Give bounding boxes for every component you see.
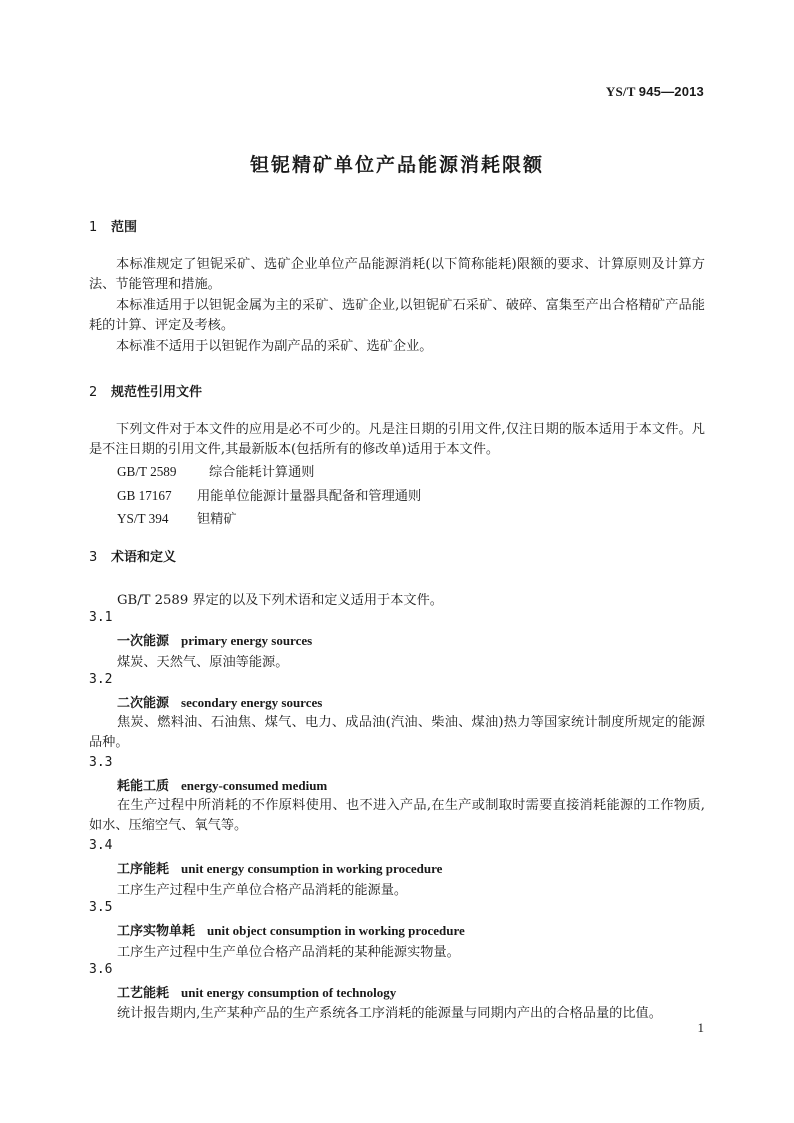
term-definition: 工序生产过程中生产单位合格产品消耗的某种能源实物量。 (117, 945, 460, 960)
section-number: 3 (89, 550, 98, 565)
standard-code-number: 945—2013 (638, 84, 704, 99)
scope-paragraph-3: 本标准不适用于以钽铌作为副产品的采矿、选矿企业。 (116, 339, 433, 354)
section-heading-terms-definitions (89, 546, 176, 565)
references-paragraph: 下列文件对于本文件的应用是必不可少的。凡是注日期的引用文件,仅注日期的版本适用于本文件。凡是不注日期的引用文件,其最新版本(包括所有的修改单)适用于本文件。 (89, 422, 705, 457)
scope-paragraph-1: 本标准规定了钽铌采矿、选矿企业单位产品能源消耗(以下简称能耗)限额的要求、计算原则及计算方法、节能管理和措施。 (89, 257, 705, 292)
section-number: 1 (89, 220, 98, 235)
reference-title: 综合能耗计算通则 (209, 465, 315, 480)
term-en: energy-consumed medium (181, 778, 328, 793)
reference-item (117, 485, 421, 504)
reference-title: 用能单位能源计量器具配备和管理通则 (197, 489, 422, 504)
section-title: 术语和定义 (111, 550, 177, 565)
reference-code: GB 17167 (117, 488, 172, 503)
standard-code-prefix: YS/T (605, 84, 636, 99)
term-en: secondary energy sources (181, 695, 323, 710)
term-entry (117, 775, 327, 794)
term-en: unit energy consumption in working procedure (181, 861, 443, 876)
term-zh: 一次能源 (117, 634, 170, 649)
term-definition: 煤炭、天然气、原油等能源。 (117, 655, 289, 670)
page-number: 1 (697, 1020, 704, 1035)
term-definition: 工序生产过程中生产单位合格产品消耗的能源量。 (117, 883, 408, 898)
term-definition: 焦炭、燃料油、石油焦、煤气、电力、成品油(汽油、柴油、煤油)热力等国家统计制度所规定的能源品种。 (89, 715, 705, 750)
section-heading-scope (89, 216, 137, 235)
term-entry (117, 692, 322, 711)
term-en: unit energy consumption of technology (181, 985, 397, 1000)
term-entry (117, 982, 396, 1001)
reference-code: YS/T 394 (117, 511, 169, 526)
term-definition: 统计报告期内,生产某种产品的生产系统各工序消耗的能源量与同期内产出的合格品量的比值。 (117, 1006, 662, 1021)
clause-number: 3.1 (89, 610, 113, 625)
term-entry (117, 630, 312, 649)
section-title: 规范性引用文件 (111, 385, 203, 400)
term-zh: 耗能工质 (117, 779, 170, 794)
term-entry (117, 920, 465, 939)
section-number: 2 (89, 385, 98, 400)
term-en: primary energy sources (181, 633, 313, 648)
term-zh: 工艺能耗 (117, 986, 170, 1001)
term-entry (117, 858, 442, 877)
clause-number: 3.3 (89, 755, 113, 770)
clause-number: 3.5 (89, 900, 113, 915)
term-definition: 在生产过程中所消耗的不作原料使用、也不进入产品,在生产或制取时需要直接消耗能源的工作物质,如水、压缩空气、氧气等。 (89, 798, 705, 833)
section-heading-normative-references (89, 381, 202, 400)
scope-paragraph-2: 本标准适用于以钽铌金属为主的采矿、选矿企业,以钽铌矿石采矿、破碎、富集至产出合格精矿产品能耗的计算、评定及考核。 (89, 298, 705, 333)
section-title: 范围 (111, 220, 138, 235)
reference-item (117, 508, 237, 527)
term-zh: 工序实物单耗 (117, 924, 196, 939)
reference-code: GB/T 2589 (117, 464, 177, 479)
standard-code (606, 84, 704, 100)
document-title: 钽铌精矿单位产品能源消耗限额 (249, 154, 544, 176)
clause-number: 3.2 (89, 672, 113, 687)
clause-number: 3.4 (89, 838, 113, 853)
reference-item (117, 461, 315, 480)
clause-number: 3.6 (89, 962, 113, 977)
reference-title: 钽精矿 (197, 512, 237, 527)
term-zh: 工序能耗 (117, 862, 170, 877)
term-zh: 二次能源 (117, 696, 170, 711)
terms-intro: GB/T 2589 界定的以及下列术语和定义适用于本文件。 (117, 593, 443, 608)
term-en: unit object consumption in working procedure (207, 923, 465, 938)
